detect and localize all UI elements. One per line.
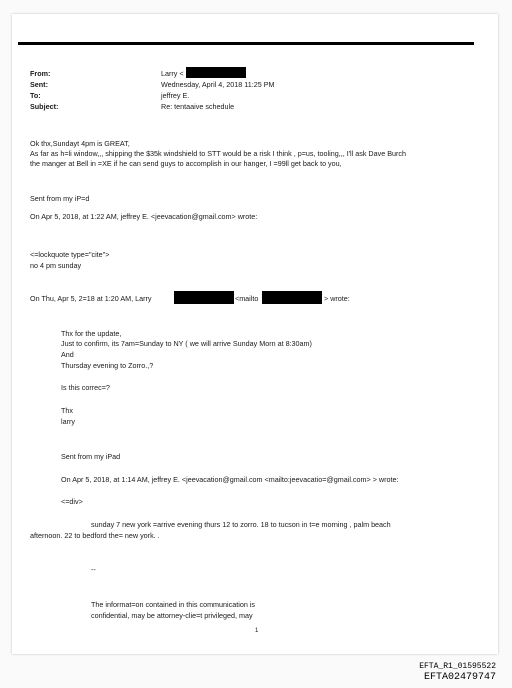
body-line-3: the manger at Bell in =XE if he can send guys to accomplish in our hanger, I =99ll get back to you,	[30, 159, 342, 168]
redaction-from	[186, 67, 246, 78]
reply-header-2-end: > wrote:	[324, 294, 350, 303]
footer-id-1: EFTA_R1_01595522	[419, 662, 496, 671]
quote-line-5: Is this correc=?	[61, 383, 110, 392]
reply-header-1: On Apr 5, 2018, at 1:22 AM, jeffrey E. <jeevacation@gmail.com> wrote:	[30, 212, 258, 221]
redaction-email-2	[262, 291, 322, 304]
confidential-line-2: confidential, may be attorney-clie=t privileged, may	[91, 611, 253, 620]
separator-dashes: --	[91, 565, 96, 574]
schedule-line-2: afternoon. 22 to bedford the= new york. .	[30, 531, 160, 540]
subject-label: Subject:	[30, 102, 59, 111]
quote-line-1: Thx for the update,	[61, 329, 122, 338]
quote-line-3: And	[61, 350, 74, 359]
reply-header-2-start: On Thu, Apr 5, 2=18 at 1:20 AM, Larry	[30, 294, 152, 303]
to-label: To:	[30, 91, 41, 100]
quote-line-2: Just to confirm, its 7am=Sunday to NY ( we will arrive Sunday Morn at 8:30am)	[61, 339, 312, 348]
reply-header-2-mailto: <mailto	[235, 294, 259, 303]
page-number: 1	[255, 628, 259, 634]
subject-value: Re: tentaaive schedule	[161, 102, 235, 111]
footer-id-2: EFTA02479747	[423, 672, 496, 683]
from-label: From:	[30, 69, 51, 78]
reply-header-3: On Apr 5, 2018, at 1:14 AM, jeffrey E. <jeevacation@gmail.com <mailto:jeevacatio=@gmail.com> > wrote:	[61, 475, 399, 484]
quote-line-7: larry	[61, 417, 75, 426]
quote-line-6: Thx	[61, 406, 73, 415]
header-rule	[18, 42, 474, 45]
sent-from-ipad: Sent from my iPad	[61, 452, 121, 461]
blockquote-tag: <=lockquote type="cite">	[30, 250, 110, 259]
schedule-line-1: sunday 7 new york =arrive evening thurs 12 to zorro. 18 to tucson in t=e morning , palm beach	[91, 520, 391, 529]
quote-line-4: Thursday evening to Zorro.,?	[61, 361, 154, 370]
sent-value: Wednesday, April 4, 2018 11:25 PM	[161, 80, 275, 89]
from-value: Larry <	[161, 69, 184, 78]
no-4pm-line: no 4 pm sunday	[30, 261, 82, 270]
sent-from-iphone: Sent from my iP=d	[30, 194, 90, 203]
sent-label: Sent:	[30, 80, 48, 89]
to-value: jeffrey E.	[161, 91, 190, 100]
body-line-1: Ok thx,Sundayt 4pm is GREAT,	[30, 139, 130, 148]
confidential-line-1: The informat=on contained in this communication is	[91, 600, 255, 609]
redaction-email-1	[174, 291, 234, 304]
div-tag: <=div>	[61, 497, 83, 506]
body-line-2: As far as h=li window,,, shipping the $35k windshield to STT would be a risk I think , p=us, tooling,,, I'll ask Dave Burch	[30, 149, 406, 158]
